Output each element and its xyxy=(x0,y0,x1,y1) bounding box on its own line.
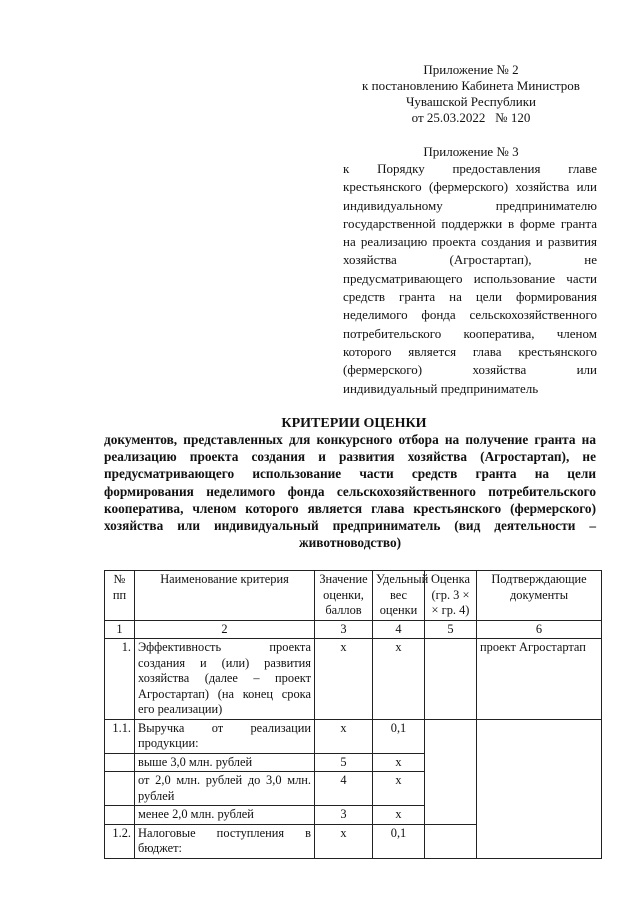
row-weight: х xyxy=(373,772,425,806)
header-score: Значение оценки, баллов xyxy=(315,571,373,621)
column-number: 5 xyxy=(425,620,477,639)
row-docs: проект Агростартап xyxy=(477,639,602,720)
row-weight: 0,1 xyxy=(373,719,425,753)
table-row xyxy=(105,639,602,720)
column-numbers-row xyxy=(105,620,602,639)
row-num: 1.2. xyxy=(105,824,135,858)
appendix-2-resolution: к постановлению Кабинета Министров xyxy=(362,78,580,93)
document-title: КРИТЕРИИ ОЦЕНКИ xyxy=(281,416,427,431)
header-docs: Подтверждающие документы xyxy=(477,571,602,621)
row-num: 1.1. xyxy=(105,719,135,753)
criteria-table xyxy=(104,570,602,859)
row-rating xyxy=(425,824,477,858)
row-name: Налоговые поступления в бюджет: xyxy=(135,824,315,858)
row-name: менее 2,0 млн. рублей xyxy=(135,806,315,825)
row-num xyxy=(105,772,135,806)
appendix-3-title: Приложение № 3 xyxy=(423,144,519,159)
table-header-row xyxy=(105,571,602,621)
header-weight: Удельный вес оценки xyxy=(373,571,425,621)
column-number: 6 xyxy=(477,620,602,639)
header-num: № пп xyxy=(105,571,135,621)
row-score: 3 xyxy=(315,806,373,825)
document-subtitle: документов, представленных для конкурсного отбора на получение гранта на реализацию проекта создания и развития хозяйства (Агростартап), не предусматривающего использование части средств гранта на цели формирования неделимого фонда сельскохозяйственного потребительского кооператива, членом которого является глава крестьянского (фермерского) хозяйства или индивидуальный предприниматель (вид деятельности – животноводство) xyxy=(104,432,596,551)
row-rating xyxy=(425,719,477,824)
row-num xyxy=(105,753,135,772)
row-weight: х xyxy=(373,806,425,825)
row-docs-empty xyxy=(477,719,602,858)
appendix-2-title: Приложение № 2 xyxy=(423,62,519,77)
row-weight: 0,1 xyxy=(373,824,425,858)
column-number: 3 xyxy=(315,620,373,639)
row-name: Эффективность проекта создания и (или) развития хозяйства (далее – проект Агростартап) (на конец срока его реализации) xyxy=(135,639,315,720)
row-num: 1. xyxy=(105,639,135,720)
appendix-2-republic: Чувашской Республики xyxy=(405,94,537,109)
row-score: 4 xyxy=(315,772,373,806)
row-name: выше 3,0 млн. рублей xyxy=(135,753,315,772)
row-weight: х xyxy=(373,753,425,772)
table-row xyxy=(105,719,602,753)
row-name: от 2,0 млн. рублей до 3,0 млн. рублей xyxy=(135,772,315,806)
row-weight: х xyxy=(373,639,425,720)
appendix-3-text: к Порядку предоставления главе крестьянского (фермерского) хозяйства или индивидуальному предпринимателю государственной поддержки в форме гранта на реализацию проекта создания и развития хозяйства (Агростартап), не предусматривающего использование части средств гранта на цели формирования неделимого фонда сельскохозяйственного потребительского кооператива, членом которого является глава крестьянского (фермерского) хозяйства или индивидуальный предприниматель xyxy=(343,161,597,396)
row-name: Выручка от реализации продукции: xyxy=(135,719,315,753)
row-score: х xyxy=(315,639,373,720)
column-number: 1 xyxy=(105,620,135,639)
row-score: х xyxy=(315,719,373,753)
row-num xyxy=(105,806,135,825)
row-rating xyxy=(425,639,477,720)
appendix-2-date: от 25.03.2022 № 120 xyxy=(411,110,531,125)
row-score: х xyxy=(315,824,373,858)
column-number: 4 xyxy=(373,620,425,639)
header-rating: Оценка (гр. 3 × × гр. 4) xyxy=(425,571,477,621)
column-number: 2 xyxy=(135,620,315,639)
row-score: 5 xyxy=(315,753,373,772)
header-name: Наименование критерия xyxy=(135,571,315,621)
appendix-2-block xyxy=(340,62,602,126)
